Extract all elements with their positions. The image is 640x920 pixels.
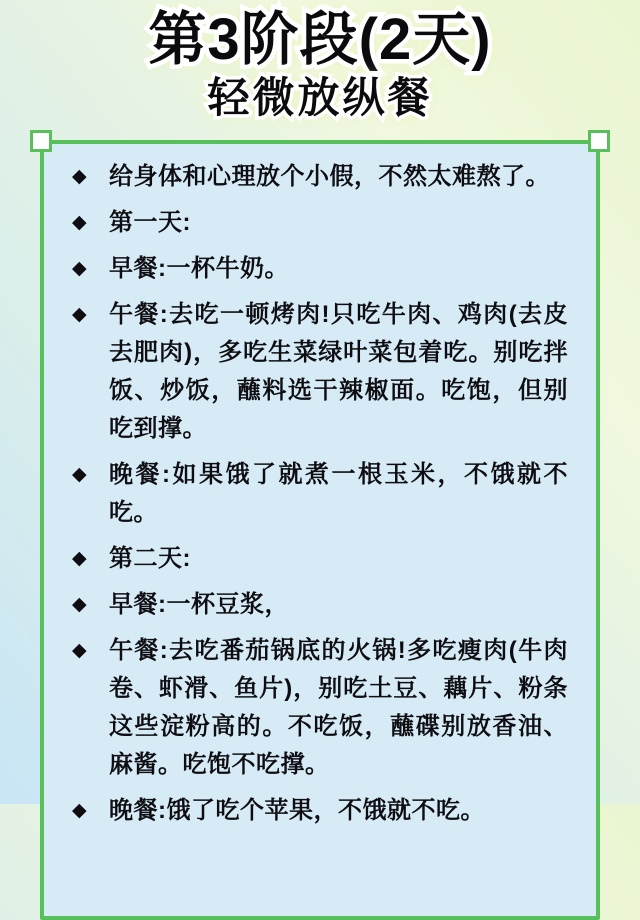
list-item-text: 午餐:去吃一顿烤肉!只吃牛肉、鸡肉(去皮去肥肉)，多吃生菜绿叶菜包着吃。别吃拌饭、炒饭，蘸料选干辣椒面。吃饱，但别吃到撑。 [109,301,568,442]
diamond-bullet-icon: ◆ [72,258,87,279]
corner-handle-right-icon [588,130,610,152]
diamond-bullet-icon: ◆ [72,594,87,615]
list-item-text: 午餐:去吃番茄锅底的火锅!多吃瘦肉(牛肉卷、虾滑、鱼片)，别吃土豆、藕片、粉条这些淀粉高的。不吃饭，蘸碟别放香油、麻酱。吃饱不吃撑。 [109,637,568,778]
list-item [72,632,568,784]
list-item-text: 早餐:一杯豆浆， [109,591,289,618]
diamond-bullet-icon: ◆ [72,800,87,821]
list-item [72,540,568,578]
list-item [72,456,568,532]
diamond-bullet-icon: ◆ [72,640,87,661]
list-item [72,158,568,196]
content-card [40,140,600,920]
list-item-text: 给身体和心理放个小假，不然太难熬了。 [109,163,550,190]
meal-plan-list [44,144,596,860]
list-item [72,792,568,830]
list-item-text: 晚餐:如果饿了就煮一根玉米，不饿就不吃。 [109,461,568,526]
diamond-bullet-icon: ◆ [72,166,87,187]
diamond-bullet-icon: ◆ [72,212,87,233]
list-item-text: 第二天: [109,545,191,572]
list-item-text: 晚餐:饿了吃个苹果，不饿就不吃。 [109,797,485,824]
list-item [72,204,568,242]
list-item-text: 第一天: [109,209,191,236]
list-item [72,250,568,288]
diamond-bullet-icon: ◆ [72,548,87,569]
header [0,0,640,121]
diamond-bullet-icon: ◆ [72,464,87,485]
page-title: 第3阶段(2天) 第3阶段(2天) [0,6,640,73]
corner-handle-left-icon [30,130,52,152]
list-item-text: 早餐:一杯牛奶。 [109,255,289,282]
page-subtitle: 轻微放纵餐 轻微放纵餐 [0,75,640,121]
diamond-bullet-icon: ◆ [72,304,87,325]
list-item [72,296,568,448]
list-item [72,586,568,624]
